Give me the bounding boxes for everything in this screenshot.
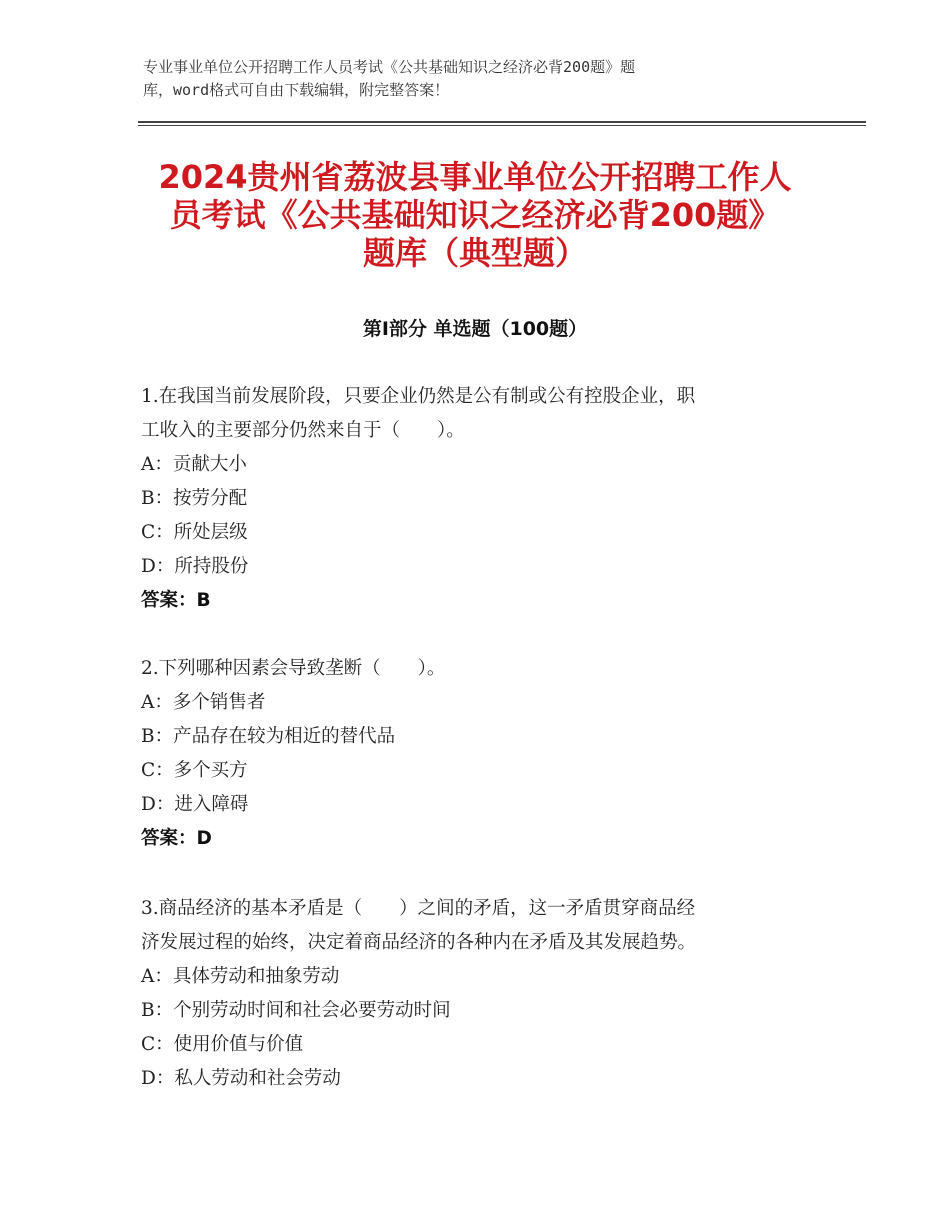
option-a: A：多个销售者 (141, 692, 266, 713)
option-c: C：所处层级 (141, 522, 248, 543)
header-note-line: 库，word格式可自由下载编辑，附完整答案！ (143, 81, 450, 99)
option-d: D：私人劳动和社会劳动 (141, 1068, 341, 1089)
question-stem: 工收入的主要部分仍然来自于（ ）。 (141, 420, 465, 441)
option-d: D：所持股份 (141, 556, 249, 577)
title-line: 题库（典型题） (362, 234, 587, 272)
question-stem: 3.商品经济的基本矛盾是（ ）之间的矛盾，这一矛盾贯穿商品经 (141, 898, 696, 919)
section-title: 第Ⅰ部分 单选题（100题） (362, 318, 588, 340)
header-note (143, 56, 783, 102)
title-line: 2024贵州省荔波县事业单位公开招聘工作人 (158, 158, 792, 196)
question-2 (141, 652, 801, 856)
answer: 答案：D (141, 828, 212, 849)
question-stem: 2.下列哪种因素会导致垄断（ ）。 (141, 658, 446, 679)
header-divider (138, 121, 866, 123)
header-divider-thin (138, 125, 866, 126)
option-a: A：具体劳动和抽象劳动 (141, 966, 340, 987)
option-b: B：按劳分配 (141, 488, 248, 509)
title-line: 员考试《公共基础知识之经济必背200题》 (169, 196, 781, 234)
question-1 (141, 380, 801, 618)
header-note-line: 专业事业单位公开招聘工作人员考试《公共基础知识之经济必背200题》题 (143, 58, 636, 76)
option-b: B：产品存在较为相近的替代品 (141, 726, 396, 747)
question-stem: 济发展过程的始终，决定着商品经济的各种内在矛盾及其发展趋势。 (141, 932, 697, 953)
question-stem: 1.在我国当前发展阶段，只要企业仍然是公有制或公有控股企业，职 (141, 386, 696, 407)
answer: 答案：B (141, 590, 211, 611)
option-c: C：使用价值与价值 (141, 1034, 304, 1055)
option-d: D：进入障碍 (141, 794, 249, 815)
option-b: B：个别劳动时间和社会必要劳动时间 (141, 1000, 451, 1021)
question-3 (141, 892, 801, 1096)
document-title (140, 158, 810, 272)
option-c: C：多个买方 (141, 760, 248, 781)
option-a: A：贡献大小 (141, 454, 247, 475)
